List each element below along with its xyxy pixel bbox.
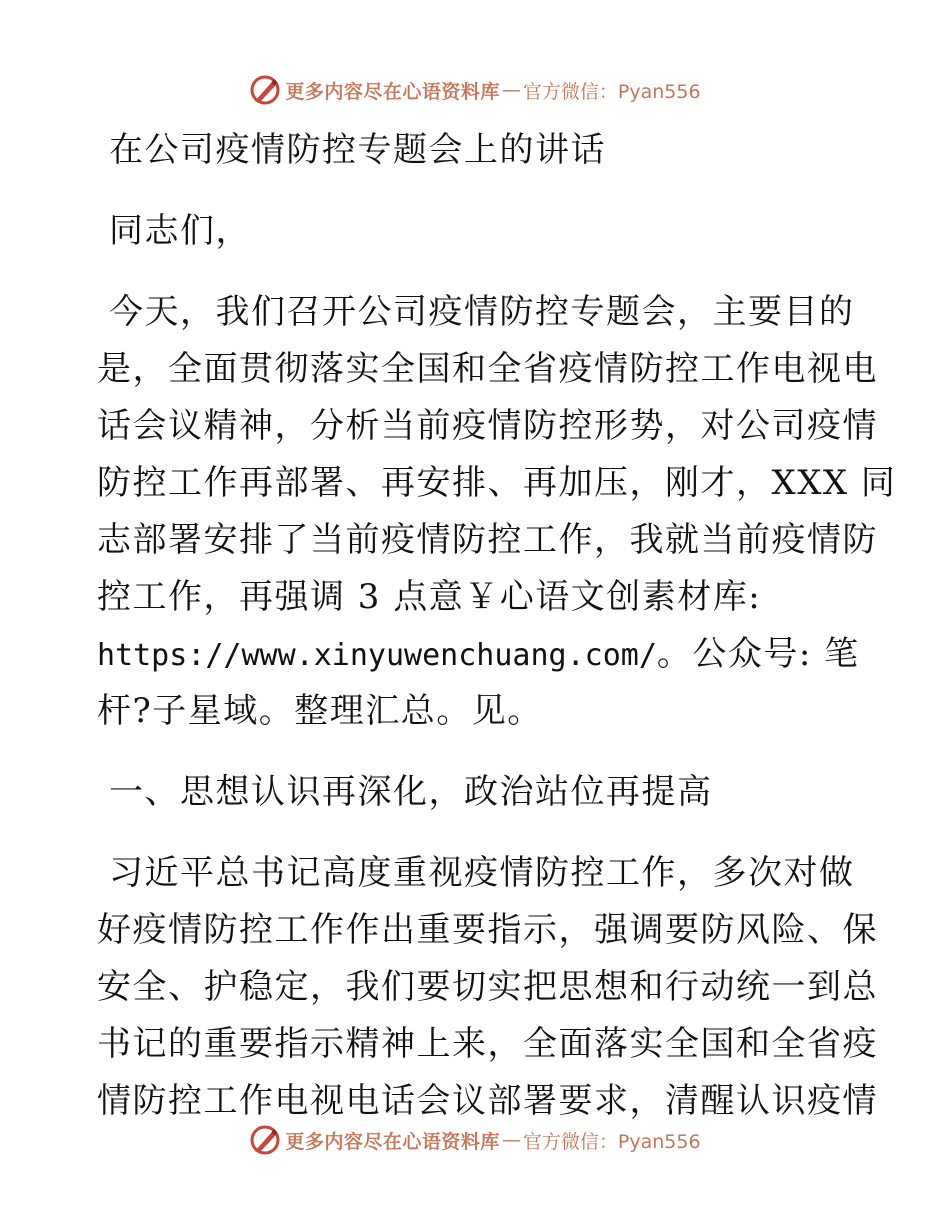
wechat-text: 官方微信：Pyan556	[522, 80, 701, 103]
paragraph-1-line-2: 是，全面贯彻落实全国和全省疫情防控工作电视电	[97, 349, 878, 389]
paragraph-1-line-6: 控工作，再强调 3 点意￥心语文创素材库:	[97, 577, 762, 617]
document-title: 在公司疫情防控专题会上的讲话	[109, 130, 606, 170]
section-heading-1: 一、思想认识再深化，政治站位再提高	[109, 772, 713, 812]
paragraph-1-line-1: 今天，我们召开公司疫情防控专题会，主要目的	[109, 292, 855, 332]
paragraph-1	[97, 284, 897, 740]
wechat-text: 官方微信：Pyan556	[522, 1130, 701, 1153]
greeting: 同志们，	[109, 211, 251, 251]
paragraph-1-line-7	[97, 626, 860, 683]
paragraph-2-line-5: 情防控工作电视电话会议部署要求，清醒认识疫情	[97, 1081, 878, 1121]
pen-logo-icon	[249, 74, 281, 106]
paragraph-2-line-3: 安全、护稳定，我们要切实把思想和行动统一到总	[97, 967, 878, 1007]
banner-dash: —	[501, 79, 521, 101]
document-body	[97, 122, 897, 1130]
paragraph-2-line-2: 好疫情防控工作作出重要指示，强调要防风险、保	[97, 910, 878, 950]
paragraph-1-line-7-tail: 。公众号: 笔	[656, 634, 860, 674]
website-link[interactable]: https://www.xinyuwenchuang.com/	[97, 638, 657, 673]
banner-dash: —	[501, 1129, 521, 1151]
brand-text: 更多内容尽在心语资料库	[285, 80, 500, 103]
brand-text: 更多内容尽在心语资料库	[285, 1130, 500, 1153]
paragraph-2	[97, 845, 878, 1130]
footer-watermark-banner	[0, 1120, 950, 1160]
paragraph-2-line-1: 习近平总书记高度重视疫情防控工作，多次对做	[109, 853, 855, 893]
pen-logo-icon	[249, 1124, 281, 1156]
paragraph-1-line-4: 防控工作再部署、再安排、再加压，刚才，XXX 同	[97, 463, 897, 503]
paragraph-1-line-8: 杆?子星域。整理汇总。见。	[97, 691, 543, 731]
paragraph-2-line-4: 书记的重要指示精神上来，全面落实全国和全省疫	[97, 1024, 878, 1064]
paragraph-1-line-5: 志部署安排了当前疫情防控工作，我就当前疫情防	[97, 520, 878, 560]
paragraph-1-line-3: 话会议精神，分析当前疫情防控形势，对公司疫情	[97, 406, 878, 446]
header-watermark-banner	[0, 70, 950, 110]
